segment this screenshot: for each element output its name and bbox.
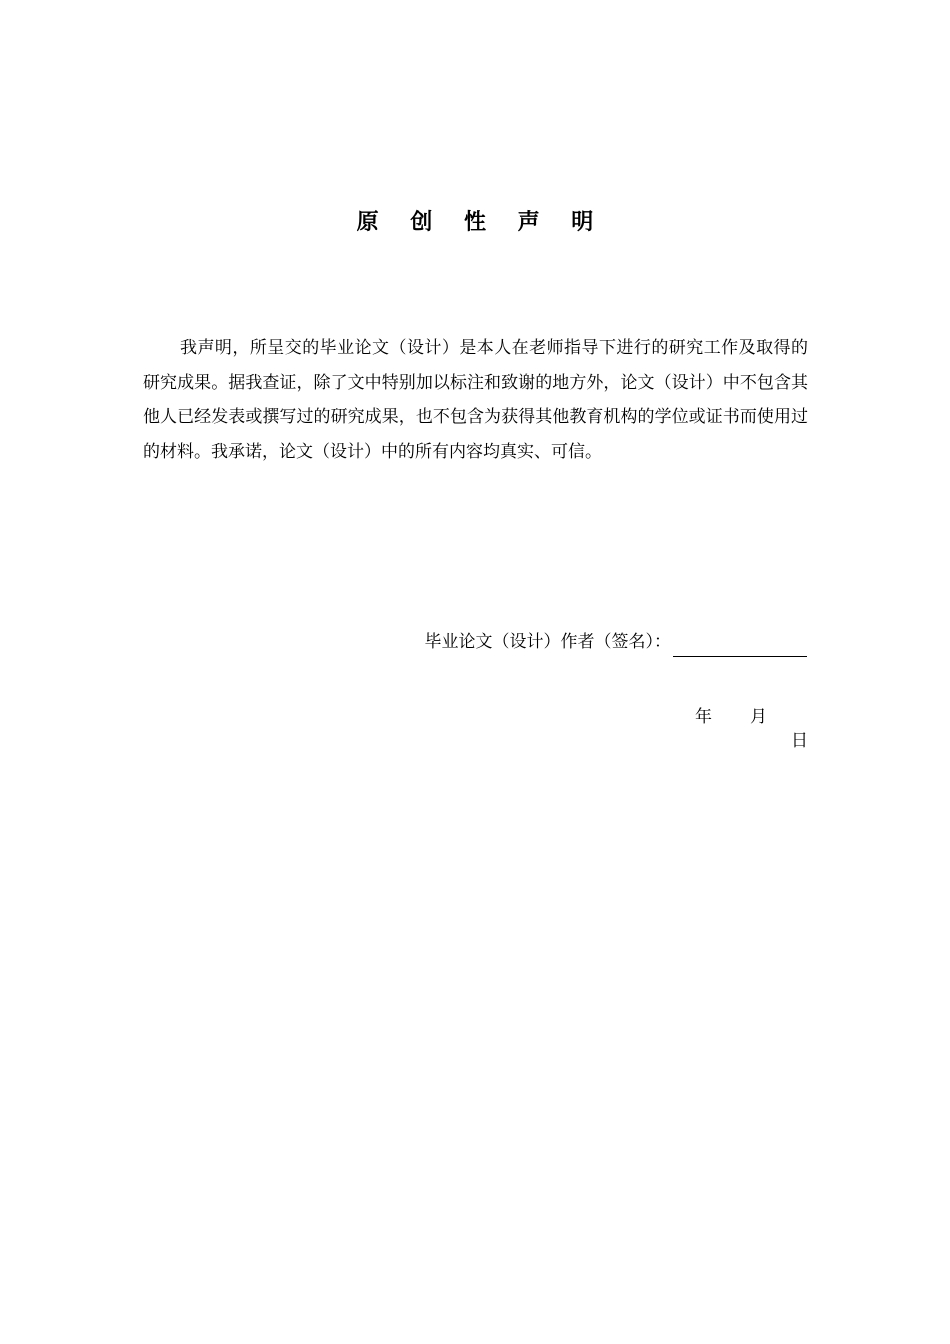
declaration-title: 原 创 性 声 明 xyxy=(356,210,606,235)
date-year-label: 年 xyxy=(695,707,712,727)
signature-label: 毕业论文（设计）作者（签名）： xyxy=(424,632,671,652)
date-month-label: 月 xyxy=(750,707,767,727)
date-row xyxy=(695,705,767,729)
declaration-paragraph: 我声明，所呈交的毕业论文（设计）是本人在老师指导下进行的研究工作及取得的研究成果。据我查证，除了文中特别加以标注和致谢的地方外，论文（设计）中不包含其他人已经发表或撰写过的研究成果，也不包含为获得其他教育机构的学位或证书而使用过的材料。我承诺，论文（设计）中的所有内容均真实、可信。 xyxy=(143,338,808,462)
signature-row xyxy=(425,627,808,657)
signature-line[interactable] xyxy=(673,636,807,657)
date-day-label: 日 xyxy=(791,731,808,751)
